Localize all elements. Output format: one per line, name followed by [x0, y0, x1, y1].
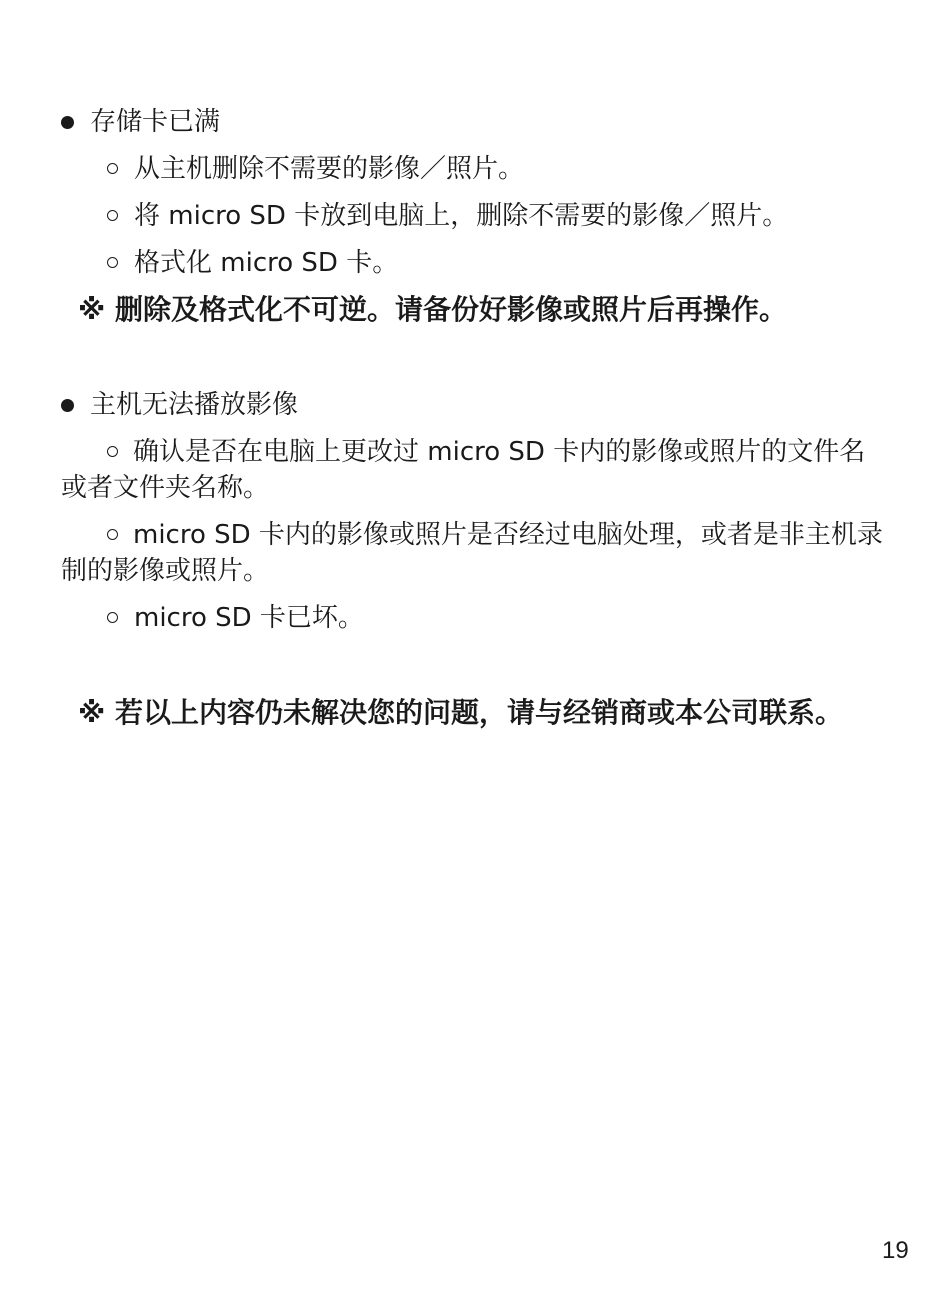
section1-item-2: 将 micro SD 卡放到电脑上，删除不需要的影像／照片。	[134, 201, 789, 231]
section2-item-2	[61, 517, 891, 589]
page-number: 19	[882, 1237, 909, 1264]
bullet-icon	[61, 116, 74, 129]
section1-item-1: 从主机删除不需要的影像／照片。	[134, 154, 525, 184]
section1-heading: 存储卡已满	[90, 107, 221, 137]
section2-item-3: micro SD 卡已坏。	[134, 603, 364, 633]
section2-heading: 主机无法播放影像	[90, 390, 299, 420]
sub-bullet-icon	[107, 257, 118, 268]
sub-bullet-icon	[107, 612, 118, 623]
sub-bullet-icon	[107, 163, 118, 174]
section1-item-3: 格式化 micro SD 卡。	[134, 248, 399, 278]
footer-note-text: ※ 若以上内容仍未解决您的问题，请与经销商或本公司联系。	[78, 696, 843, 729]
footer-note	[61, 694, 891, 731]
section2-item-2-text: micro SD 卡内的影像或照片是否经过电脑处理，或者是非主机录制的影像或照片。	[61, 520, 883, 586]
section2-item-1	[61, 434, 891, 506]
section1-note: ※ 删除及格式化不可逆。请备份好影像或照片后再操作。	[78, 293, 787, 326]
section2-item-1-text: 确认是否在电脑上更改过 micro SD 卡内的影像或照片的文件名或者文件夹名称。	[61, 437, 866, 503]
bullet-icon	[61, 399, 74, 412]
sub-bullet-icon	[107, 210, 118, 221]
